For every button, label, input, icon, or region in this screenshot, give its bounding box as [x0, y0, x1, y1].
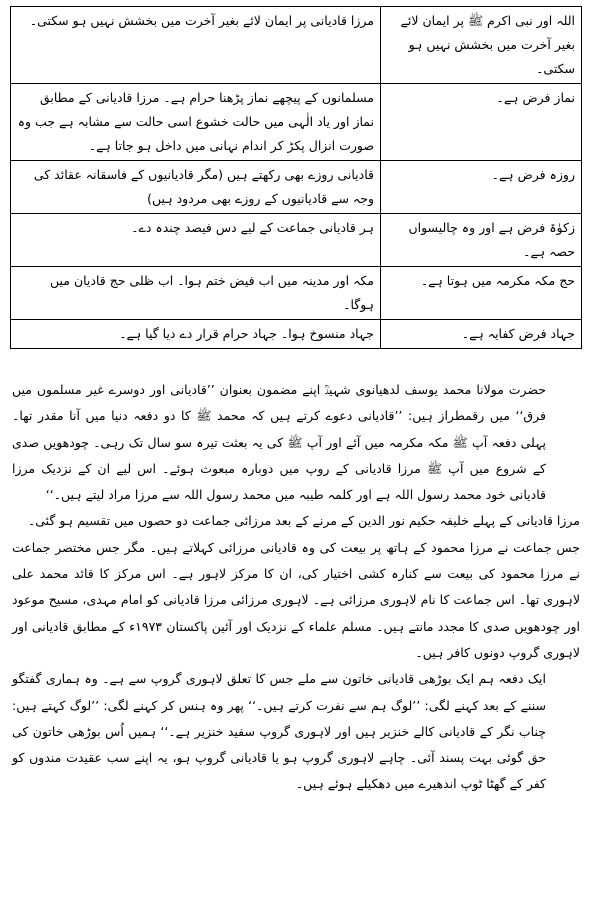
- table-row: [11, 320, 582, 349]
- table-row: [11, 84, 582, 161]
- islamic-belief-cell: زکوٰۃ فرض ہے اور وہ چالیسواں حصہ ہے۔: [381, 214, 582, 267]
- comparison-table: [10, 6, 582, 349]
- qadiani-belief-cell: ہر قادیانی جماعت کے لیے دس فیصد چندہ دے۔: [11, 214, 381, 267]
- paragraph-anecdote: ایک دفعہ ہم ایک بوڑھی قادیانی خاتون سے ملے جس کا تعلق لاہوری گروپ سے ہے۔ وہ ہماری گفتگو سننے کے بعد کہنے لگی: ’’لوگ ہم سے نفرت کرتے ہیں۔‘‘ پھر وہ ہنس کر کہنے لگی: ’’لوگ کہتے ہیں: چناب نگر کے قادیانی کالے خنزیر ہیں اور لاہوری گروپ سفید خنزیر ہے۔‘‘ ہمیں اُس بوڑھی خاتون کی حق گوئی بہت پسند آئی۔ چاہے لاہوری گروپ ہو یا قادیانی گروپ ہو، یہ اپنے سب عقیدت مندوں کو کفر کے گھٹا ٹوپ اندھیرے میں دھکیلے ہوئے ہیں۔: [12, 671, 546, 792]
- qadiani-belief-cell: مکہ اور مدینہ میں اب فیض ختم ہوا۔ اب ظلی حج قادیان میں ہوگا۔: [11, 267, 381, 320]
- qadiani-belief-cell: جہاد منسوخ ہوا۔ جہاد حرام قرار دے دیا گیا ہے۔: [11, 320, 381, 349]
- islamic-belief-cell: جہاد فرض کفایہ ہے۔: [381, 320, 582, 349]
- qadiani-belief-cell: قادیانی روزے بھی رکھتے ہیں (مگر قادیانیوں کے فاسقانہ عقائد کی وجہ سے قادیانیوں کے روزے بھی مردود ہیں): [11, 161, 381, 214]
- table-row: [11, 214, 582, 267]
- table-row: [11, 161, 582, 214]
- paragraph-split: مرزا قادیانی کے پہلے خلیفہ حکیم نور الدین کے مرنے کے بعد مرزائی جماعت دو حصوں میں تقسیم ہو گئی۔: [27, 513, 580, 529]
- qadiani-belief-cell: مسلمانوں کے پیچھے نماز پڑھنا حرام ہے۔ مرزا قادیانی کے مطابق نماز اور یاد الٰہی میں حالت خشوع اسی حالت سے مشابہ ہے جب وہ صورت انزال پکڑ کر اندام نہانی میں داخل ہو جاتا ہے۔: [11, 84, 381, 161]
- qadiani-belief-cell: مرزا قادیانی پر ایمان لائے بغیر آخرت میں بخشش نہیں ہو سکتی۔: [11, 7, 381, 84]
- table-row: [11, 7, 582, 84]
- islamic-belief-cell: اللہ اور نبی اکرم ﷺ پر ایمان لائے بغیر آخرت میں بخشش نہیں ہو سکتی۔: [381, 7, 582, 84]
- table-row: [11, 267, 582, 320]
- article-body: [12, 377, 580, 798]
- paragraph-quote: حضرت مولانا محمد یوسف لدھیانوی شہیدؒ اپنے مضمون بعنوان ’’قادیانی اور دوسرے غیر مسلموں میں فرق‘‘ میں رقمطراز ہیں: ’’قادیانی دعوے کرتے ہیں کہ محمد ﷺ کا دو دفعہ دنیا میں آنا مقدر تھا۔ پہلی دفعہ آپ ﷺ مکہ مکرمہ میں آئے اور آپ ﷺ کی یہ بعثت تیرہ سو سال تک رہی۔ چودھویں صدی کے شروع میں آپ ﷺ مرزا قادیانی کے روپ میں دوبارہ مبعوث ہوئے۔ اس لیے ان کے نزدیک مرزا قادیانی خود محمد رسول اللہ ہے اور کلمہ طیبہ میں محمد رسول اللہ سے مرزا مراد لیتے ہیں۔‘‘: [12, 382, 546, 503]
- islamic-belief-cell: حج مکہ مکرمہ میں ہوتا ہے۔: [381, 267, 582, 320]
- paragraph-groups: جس جماعت نے مرزا محمود کے ہاتھ پر بیعت کی وہ قادیانی مرزائی کہلاتے ہیں۔ مگر جس مختصر جماعت نے مرزا محمود کی بیعت سے کنارہ کشی اختیار کی، ان کا مرکز لاہور ہے۔ اس مرکز کا قائد محمد علی لاہوری تھا۔ اس جماعت کا نام لاہوری مرزائی ہے۔ لاہوری مرزائی مرزا قادیانی کو امام مہدی، مسیح موعود اور چودھویں صدی کا مجدد مانتے ہیں۔ مسلم علماء کے نزدیک اور آئین پاکستان ۱۹۷۳ء کے مطابق قادیانی اور لاہوری گروپ دونوں کافر ہیں۔: [12, 539, 580, 660]
- islamic-belief-cell: روزہ فرض ہے۔: [381, 161, 582, 214]
- islamic-belief-cell: نماز فرض ہے۔: [381, 84, 582, 161]
